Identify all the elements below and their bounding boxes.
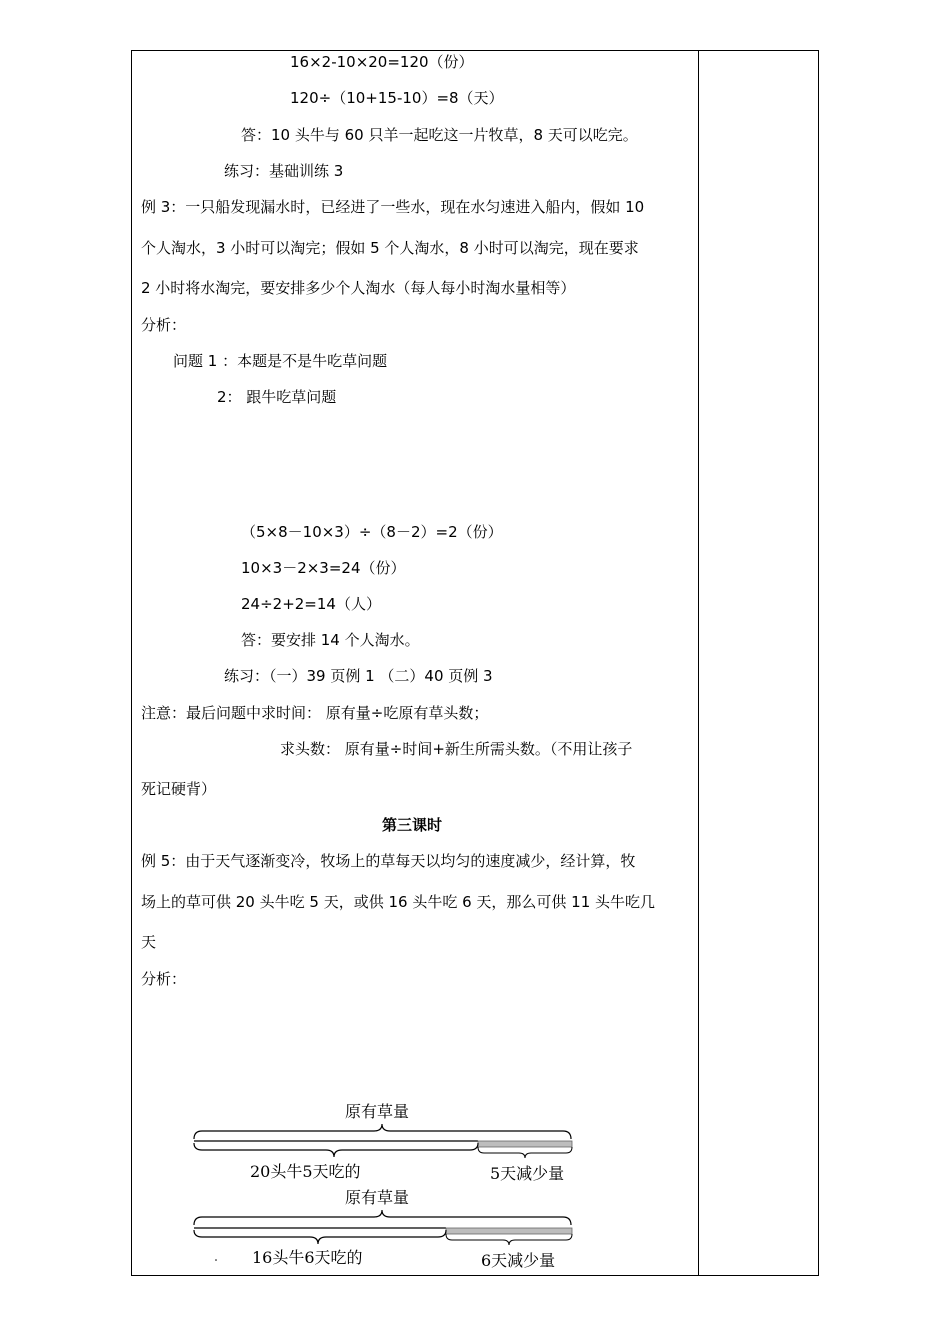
practice-line-1: 练习：基础训练 3 bbox=[224, 162, 344, 180]
calc-line-4: 10×3－2×3=24（份） bbox=[241, 559, 406, 577]
top-eaten-label: 20头牛5天吃的 bbox=[250, 1162, 361, 1181]
calc-line-1: 16×2-10×20=120（份） bbox=[290, 53, 474, 71]
bottom-eaten-brace bbox=[194, 1230, 446, 1244]
note-line-2: 求头数： 原有量÷时间+新生所需头数。（不用让孩子 bbox=[280, 740, 633, 758]
section-heading: 第三课时 bbox=[382, 816, 443, 834]
top-total-brace bbox=[194, 1124, 571, 1139]
example3-line-2: 个人淘水，3 小时可以淘完；假如 5 个人淘水，8 小时可以淘完，现在要求 bbox=[141, 239, 639, 257]
question-1: 问题 1 ：本题是不是牛吃草问题 bbox=[173, 352, 388, 370]
example3-line-1: 例 3：一只船发现漏水时，已经进了一些水，现在水匀速进入船内，假如 10 bbox=[141, 198, 645, 216]
top-decrease-label: 5天减少量 bbox=[490, 1164, 565, 1183]
example5-line-2: 场上的草可供 20 头牛吃 5 天，或供 16 头牛吃 6 天，那么可供 11 头牛吃几 bbox=[141, 893, 656, 911]
answer-line-1: 答：10 头牛与 60 只羊一起吃这一片牧草，8 天可以吃完。 bbox=[241, 126, 638, 144]
bottom-decrease-label: 6天减少量 bbox=[481, 1251, 556, 1270]
analysis-label-2: 分析： bbox=[141, 970, 187, 988]
top-decrease-bar bbox=[478, 1141, 572, 1147]
note-line-1: 注意：最后问题中求时间： 原有量÷吃原有草头数； bbox=[141, 704, 489, 722]
analysis-label-1: 分析： bbox=[141, 316, 187, 334]
note-line-3: 死记硬背） bbox=[141, 780, 217, 798]
bottom-total-brace bbox=[194, 1210, 571, 1225]
bottom-decrease-bar bbox=[446, 1228, 572, 1234]
answer-line-2: 答：要安排 14 个人淘水。 bbox=[241, 631, 420, 649]
stray-dot bbox=[215, 1259, 217, 1261]
example3-line-3: 2 小时将水淘完，要安排多少个人淘水（每人每小时淘水量相等） bbox=[141, 279, 576, 297]
bottom-total-label: 原有草量 bbox=[345, 1188, 410, 1207]
bottom-eaten-label: 16头牛6天吃的 bbox=[252, 1248, 363, 1267]
calc-line-2: 120÷（10+15-10）=8（天） bbox=[290, 89, 504, 107]
top-eaten-brace bbox=[194, 1143, 478, 1157]
calc-line-3: （5×8－10×3）÷（8－2）=2（份） bbox=[241, 523, 503, 541]
example5-line-3: 天 bbox=[141, 933, 157, 951]
bottom-decrease-brace bbox=[446, 1234, 572, 1245]
practice-line-2: 练习：（一）39 页例 1 （二）40 页例 3 bbox=[224, 667, 493, 685]
question-2: 2： 跟牛吃草问题 bbox=[217, 388, 337, 406]
calc-line-5: 24÷2+2=14（人） bbox=[241, 595, 381, 613]
top-decrease-brace bbox=[478, 1147, 572, 1158]
example5-line-1: 例 5：由于天气逐渐变冷，牧场上的草每天以均匀的速度减少，经计算，牧 bbox=[141, 852, 636, 870]
top-total-label: 原有草量 bbox=[345, 1102, 410, 1121]
